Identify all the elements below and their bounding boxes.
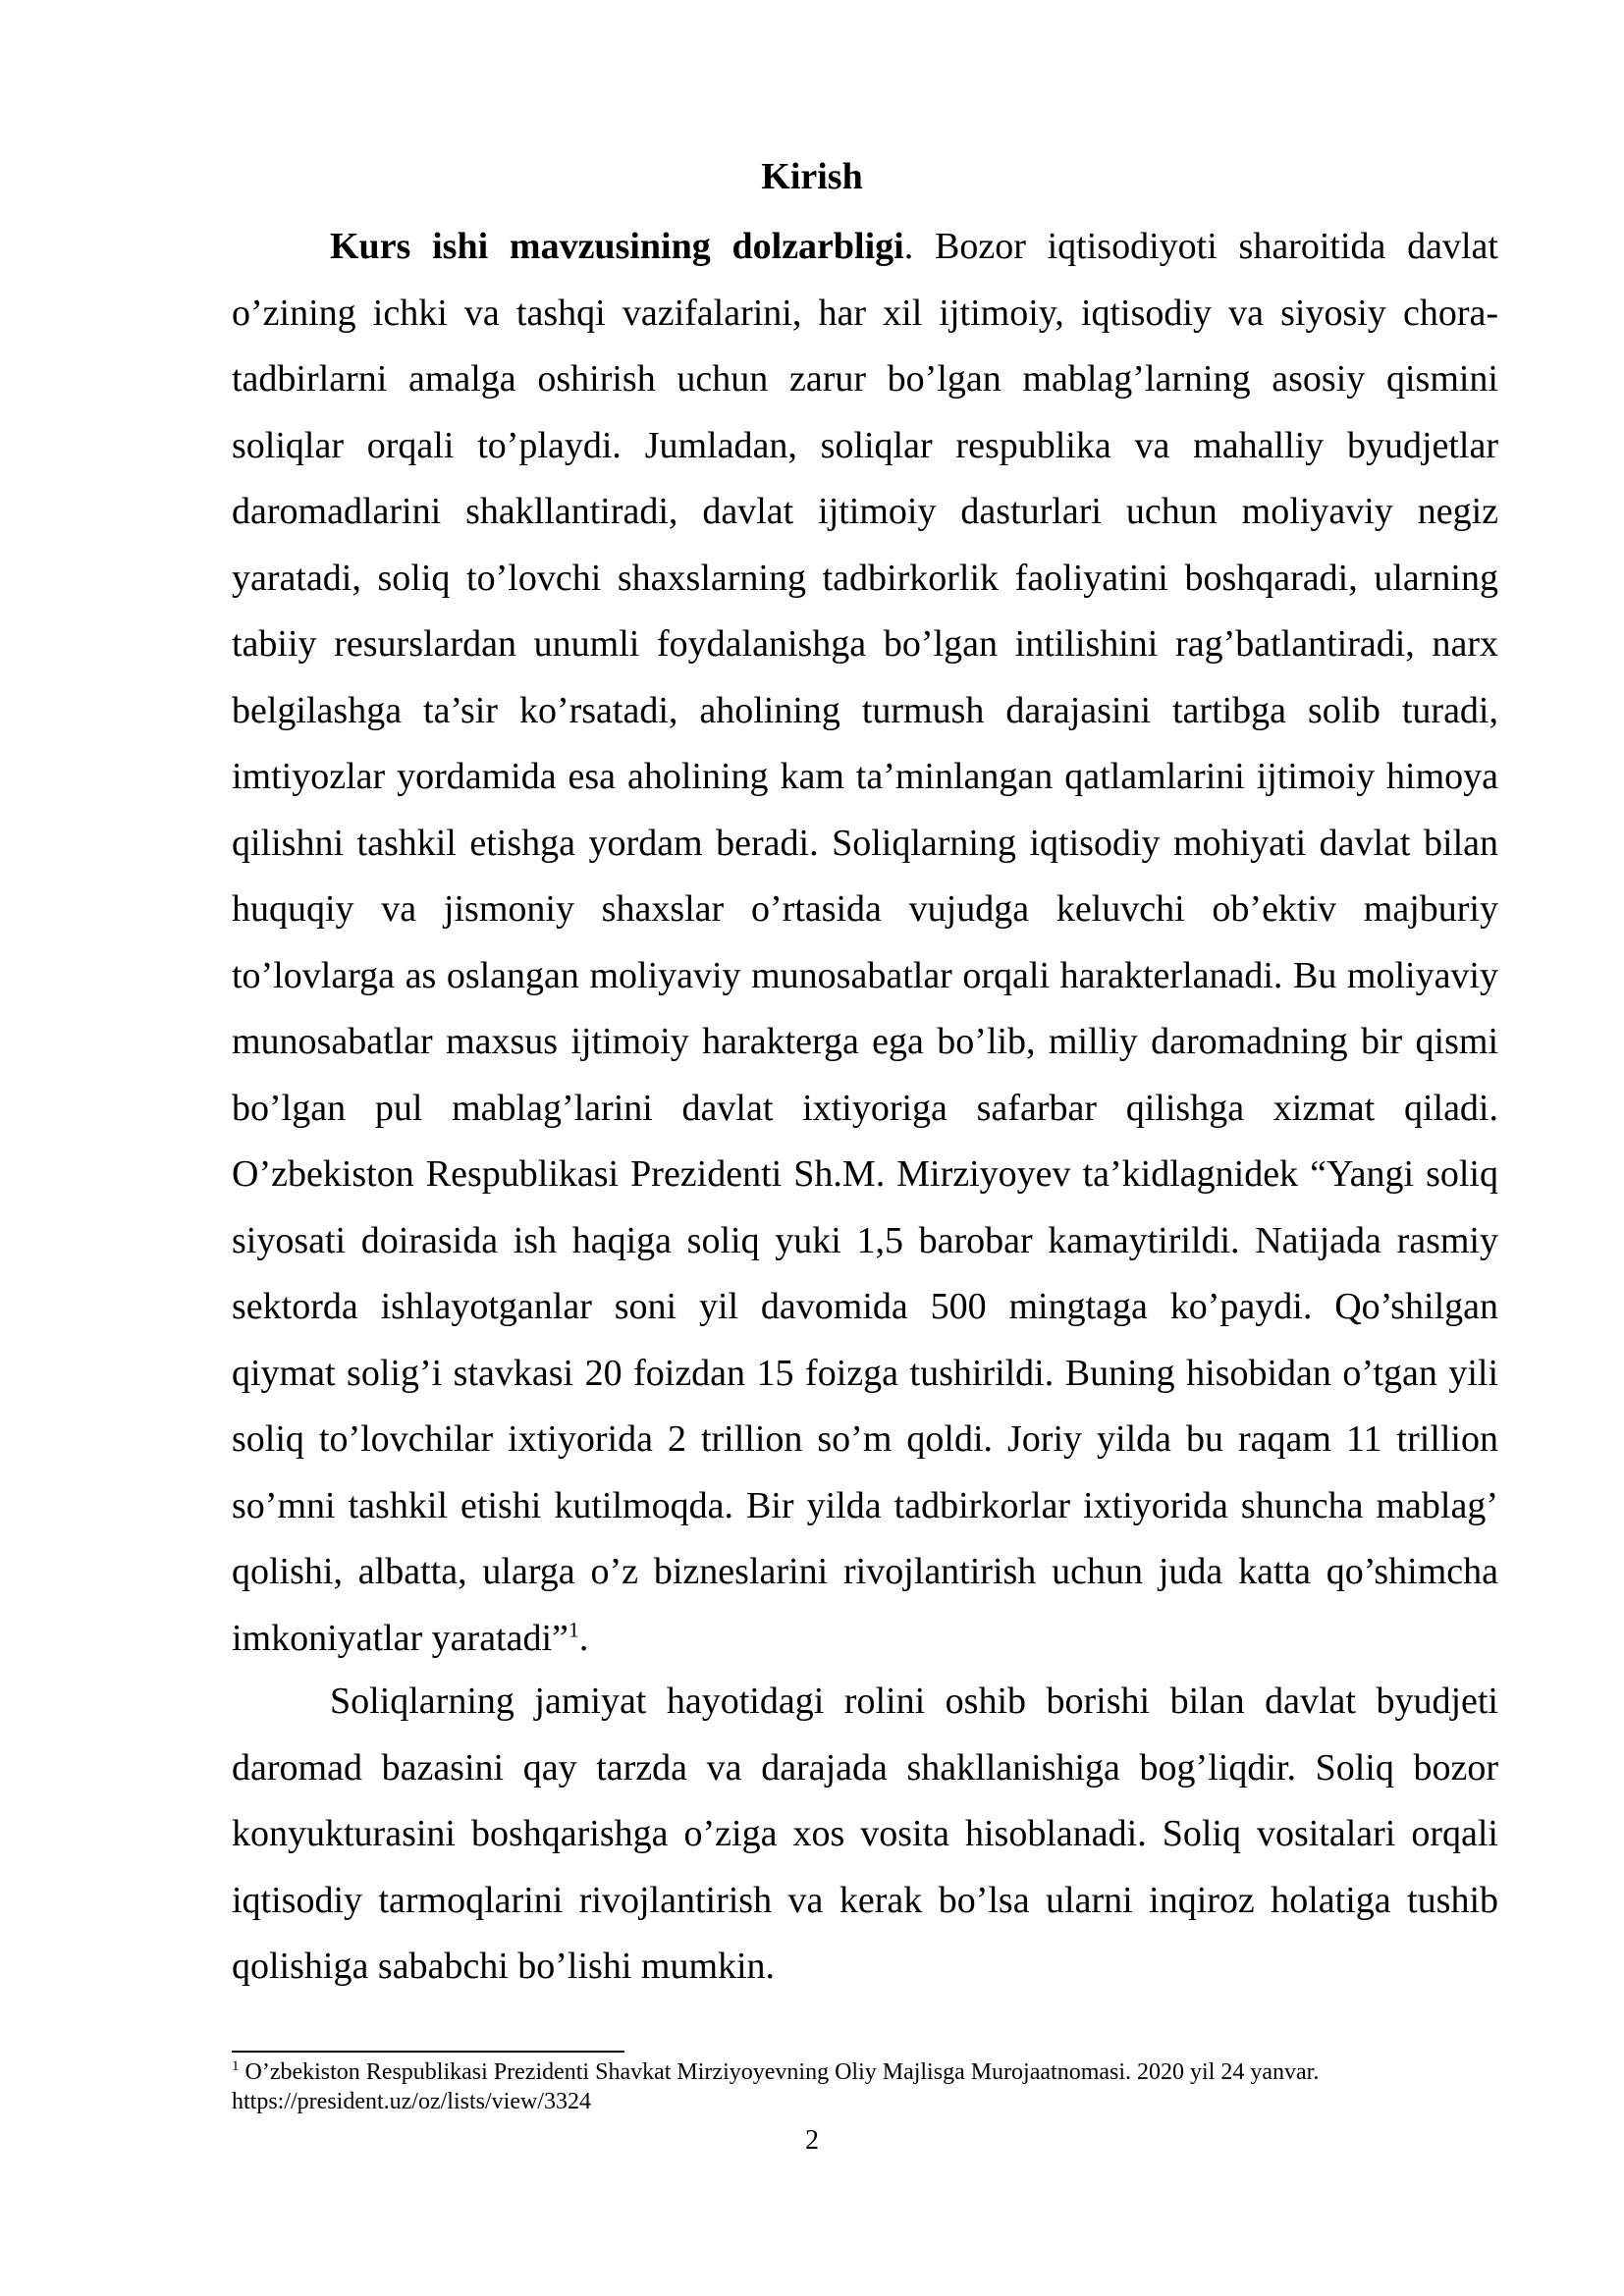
footnote-separator <box>232 2051 624 2053</box>
section-heading: Kirish <box>761 156 863 197</box>
page-number: 2 <box>805 2125 819 2156</box>
paragraph-tax-role: Soliqlarning jamiyat hayotidagi rolini oshib borishi bilan davlat byudjeti daromad bazasini qay tarzda va darajada shakllanishiga bog’liqdir. Soliq bozor konyukturasini boshqarishga o’ziga xos vosita hisoblanadi. Soliq vositalari orqali iqtisodiy tarmoqlarini rivojlantirish va kerak bo’lsa ularni inqiroz holatiga tushib qolishiga sababchi bo’lishi mumkin. <box>232 1681 1498 1987</box>
footnote-reference[interactable]: 1 <box>568 1616 579 1641</box>
footnote-url[interactable]: https://president.uz/oz/lists/view/3324 <box>232 2089 591 2114</box>
footnote-number: 1 <box>232 2058 240 2074</box>
paragraph-relevance <box>232 214 1498 1672</box>
paragraph-tail: . <box>578 1617 589 1659</box>
footnote-citation <box>232 2057 1498 2087</box>
paragraph-body-text: . Bozor iqtisodiyoti sharoitida davlat o’zining ichki va tashqi vazifalarini, har xil ijtimoiy, iqtisodiy va siyosiy chora-tadbirlarni amalga oshirish uchun zarur bo’lgan mablag’larning asosiy qismini soliqlar orqali to’playdi. Jumladan, soliqlar respublika va mahalliy byudjetlar daromadlarini shakllantiradi, davlat ijtimoiy dasturlari uchun moliyaviy negiz yaratadi, soliq to’lovchi shaxslarning tadbirkorlik faoliyatini boshqaradi, ularning tabiiy resurslardan unumli foydalanishga bo’lgan intilishini rag’batlantiradi, narx belgilashga ta’sir ko’rsatadi, aholining turmush darajasini tartibga solib turadi, imtiyozlar yordamida esa aholining kam ta’minlangan qatlamlarini ijtimoiy himoya qilishni tashkil etishga yordam beradi. Soliqlarning iqtisodiy mohiyati davlat bilan huquqiy va jismoniy shaxslar o’rtasida vujudga keluvchi ob’ektiv majburiy to’lovlarga as oslangan moliyaviy munosabatlar orqali harakterlanadi. Bu moliyaviy munosabatlar maxsus ijtimoiy harakterga ega bo’lib, milliy daromadning bir qismi bo’lgan pul mablag’larini davlat ixtiyoriga safarbar qilishga xizmat qiladi. O’zbekiston Respublikasi Prezidenti Sh.M. Mirziyoyev ta’kidlagnidek “Yangi soliq siyosati doirasida ish haqiga soliq yuki 1,5 barobar kamaytirildi. Natijada rasmiy sektorda ishlayotganlar soni yil davomida 500 mingtaga ko’paydi. Qo’shilgan qiymat solig’i stavkasi 20 foizdan 15 foizga tushirildi. Buning hisobidan o’tgan yili soliq to’lovchilar ixtiyorida 2 trillion so’m qoldi. Joriy yilda bu raqam 11 trillion so’mni tashkil etishi kutilmoqda. Bir yilda tadbirkorlar ixtiyorida shuncha mablag’ qolishi, albatta, ularga o’z bizneslarini rivojlantirish uchun juda katta qo’shimcha imkoniyatlar yaratadi” <box>232 226 1498 1659</box>
footnote-text: O’zbekiston Respublikasi Prezidenti Shavkat Mirziyoyevning Oliy Majlisga Murojaatnomasi. 2020 yil 24 yanvar. <box>239 2059 1320 2085</box>
footnote <box>232 2057 1498 2116</box>
paragraph-lead-bold: Kurs ishi mavzusining dolzarbligi <box>330 226 904 267</box>
